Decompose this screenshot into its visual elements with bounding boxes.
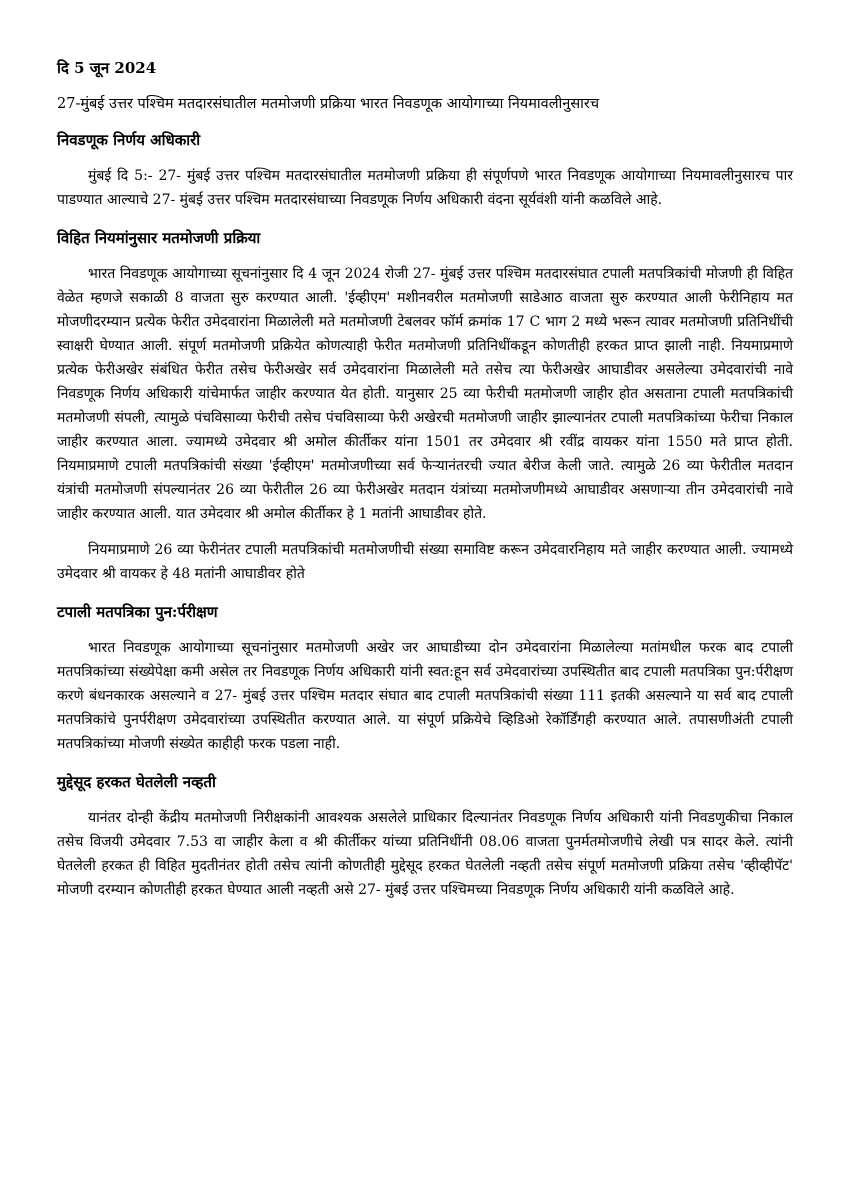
release-date: दि 5 जून 2024 [57, 59, 157, 77]
section-paragraph: नियमाप्रमाणे 26 व्या फेरीनंतर टपाली मतपत्रिकांची मतमोजणीची संख्या समाविष्ट करून उमेदवारनिहाय मते जाहीर करण्यात आली. ज्यामध्ये उमेदवार श्री वायकर हे 48 मतांनी आघाडीवर होते [57, 542, 793, 582]
section-heading: मुद्देसूद हरकत घेतलेली नव्हती [57, 773, 216, 791]
release-headline: 27-मुंबई उत्तर पश्चिम मतदारसंघातील मतमोजणी प्रक्रिया भारत निवडणूक आयोगाच्या नियमावलीनुसारच [57, 96, 600, 112]
section-heading: टपाली मतपत्रिका पुन:र्परीक्षण [57, 603, 218, 621]
section-paragraph: यानंतर दोन्ही केंद्रीय मतमोजणी निरीक्षकांनी आवश्यक असलेले प्राधिकार दिल्यानंतर निवडणूक निर्णय अधिकारी यांनी निवडणुकीचा निकाल तसेच विजयी उमेदवार 7.53 वा जाहीर केला व श्री कीर्तीकर यांच्या प्रतिनिधींनी 08.06 वाजता पुनर्मतमोजणीचे लेखी पत्र सादर केले. त्यांनी घेतलेली हरकत ही विहित मुदतीनंतर होती तसेच त्यांनी कोणतीही मुद्देसूद हरकत घेतलेली नव्हती तसेच संपूर्ण मतमोजणी प्रक्रिया तसेच 'व्हीव्हीपॅट' मोजणी दरम्यान कोणतीही हरकत घेण्यात आली नव्हती असे 27- मुंबई उत्तर पश्चिमच्या निवडणूक निर्णय अधिकारी यांनी कळविले आहे. [57, 810, 793, 898]
section-paragraph: भारत निवडणूक आयोगाच्या सूचनांनुसार दि 4 जून 2024 रोजी 27- मुंबई उत्तर पश्चिम मतदारसंघात टपाली मतपत्रिकांची मोजणी ही विहित वेळेत म्हणजे सकाळी 8 वाजता सुरु करण्यात आली. 'ईव्हीएम' मशीनवरील मतमोजणी साडेआठ वाजता सुरु करण्यात आली फेरीनिहाय मत मोजणीदरम्यान प्रत्येक फेरीत उमेदवारांना मिळालेली मते मतमोजणी टेबलवर फॉर्म क्रमांक 17 C भाग 2 मध्ये भरून त्यावर मतमोजणी प्रतिनिधींची स्वाक्षरी घेण्यात आली. संपूर्ण मतमोजणी प्रक्रियेत कोणत्याही फेरीत मतमोजणी प्रतिनिधींकडून कोणतीही हरकत प्राप्त झाली नाही. नियमाप्रमाणे प्रत्येक फेरीअखेर संबंधित फेरीत तसेच फेरीअखेर सर्व उमेदवारांना मिळालेली मते तसेच त्या फेरीअखेर आघाडीवर असलेल्या उमेदवारांची नावे निवडणूक निर्णय अधिकारी यांचेमार्फत जाहीर करण्यात येत होती. यानुसार 25 व्या फेरीची मतमोजणी जाहीर होत असताना टपाली मतपत्रिकांची मतमोजणी संपली, त्यामुळे पंचविसाव्या फेरीची तसेच पंचविसाव्या फेरी अखेरची मतमोजणी जाहीर झाल्यानंतर टपाली मतपत्रिकांच्या फेरीचा निकाल जाहीर करण्यात आला. ज्यामध्ये उमेदवार श्री अमोल कीर्तीकर यांना 1501 तर उमेदवार श्री रवींद्र वायकर यांना 1550 मते प्राप्त होती. नियमाप्रमाणे टपाली मतपत्रिकांची संख्या 'ईव्हीएम' मतमोजणीच्या सर्व फेऱ्यानंतरची ज्यात बेरीज केली जाते. त्यामुळे 26 व्या फेरीतील मतदान यंत्रांची मतमोजणी संपल्यानंतर 26 व्या फेरीतील 26 व्या फेरीअखेर मतदान यंत्रांच्या मतमोजणीमध्ये आघाडीवर असणाऱ्या तीन उमेदवारांची नावे जाहीर करण्यात आली. यात उमेदवार श्री अमोल कीर्तीकर हे 1 मतांनी आघाडीवर होते. [57, 266, 793, 522]
press-release-page [57, 58, 793, 914]
section-returning-officer [57, 130, 793, 212]
section-paragraph: भारत निवडणूक आयोगाच्या सूचनांनुसार मतमोजणी अखेर जर आघाडीच्या दोन उमेदवारांना मिळालेल्या मतांमधील फरक बाद टपाली मतपत्रिकांच्या संख्येपेक्षा कमी असेल तर निवडणूक निर्णय अधिकारी यांनी स्वत:हून सर्व उमेदवारांच्या उपस्थितीत बाद टपाली मतपत्रिका पुन:र्परीक्षण करणे बंधनकारक असल्याने व 27- मुंबई उत्तर पश्चिम मतदार संघात बाद टपाली मतपत्रिकांची संख्या 111 इतकी असल्याने या सर्व बाद टपाली मतपत्रिकांचे पुनर्परीक्षण उमेदवारांच्या उपस्थितीत करण्यात आले. या संपूर्ण प्रक्रियेचे व्हिडिओ रेकॉर्डिंगही करण्यात आले. तपासणीअंती टपाली मतपत्रिकांच्या मोजणी संख्येत काहीही फरक पडला नाही. [57, 640, 793, 752]
section-paragraph: मुंबई दि 5:- 27- मुंबई उत्तर पश्चिम मतदारसंघातील मतमोजणी प्रक्रिया ही संपूर्णपणे भारत निवडणूक आयोगाच्या नियमावलीनुसारच पार पाडण्यात आल्याचे 27- मुंबई उत्तर पश्चिम मतदारसंघाच्या निवडणूक निर्णय अधिकारी वंदना सूर्यवंशी यांनी कळविले आहे. [57, 168, 793, 208]
section-no-objection [57, 772, 793, 902]
section-counting-process [57, 228, 793, 586]
section-heading: विहित नियमांनुसार मतमोजणी प्रक्रिया [57, 229, 261, 247]
section-heading: निवडणूक निर्णय अधिकारी [57, 131, 201, 149]
section-postal-ballot-recheck [57, 602, 793, 756]
